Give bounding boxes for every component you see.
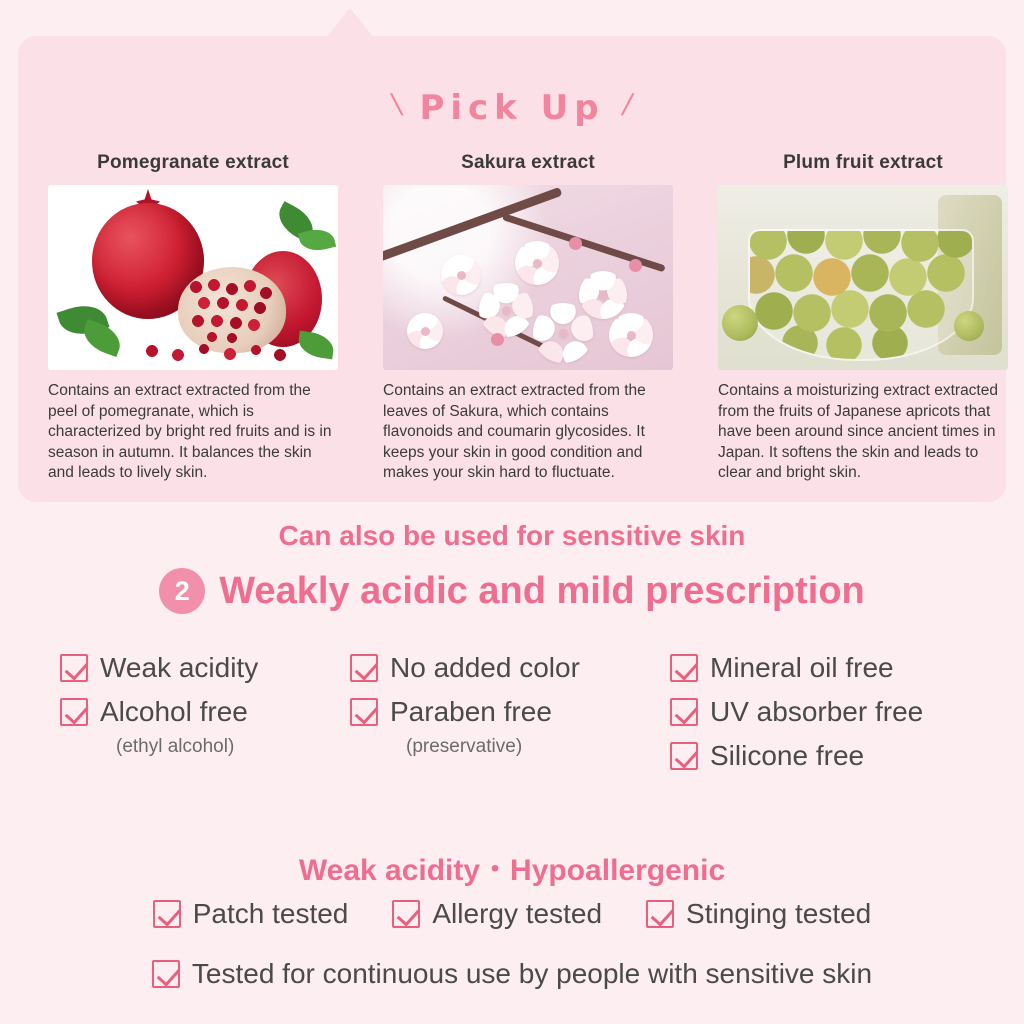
loose-plum xyxy=(722,305,758,341)
card-title: Plum fruit extract xyxy=(783,152,943,173)
blossom-icon xyxy=(479,283,533,337)
leaf-icon xyxy=(79,319,125,357)
blossom-icon xyxy=(609,313,653,357)
check-label: Stinging tested xyxy=(686,898,872,929)
check-label: Patch tested xyxy=(192,898,349,929)
checklist-column xyxy=(670,652,990,784)
ingredient-card xyxy=(718,152,1008,484)
check-icon xyxy=(350,654,378,682)
pomegranate-seeds xyxy=(186,277,278,347)
card-title: Sakura extract xyxy=(461,152,595,173)
sakura-photo xyxy=(383,185,673,370)
ingredient-card xyxy=(383,152,673,484)
tested-list xyxy=(0,898,1024,930)
section-headline-row xyxy=(0,568,1024,614)
list-item xyxy=(670,696,990,728)
card-title: Pomegranate extract xyxy=(97,152,289,173)
glass-bowl xyxy=(748,229,974,361)
weak-acidity-headline: Weak acidity・Hypoallergenic xyxy=(298,854,726,887)
check-label: Silicone free xyxy=(710,740,865,771)
check-label: Allergy tested xyxy=(432,898,603,929)
check-icon xyxy=(350,698,378,726)
check-icon xyxy=(670,654,698,682)
list-item xyxy=(670,652,990,684)
check-icon xyxy=(152,960,180,988)
plum-photo xyxy=(718,185,1008,370)
tested-list-secondary xyxy=(0,958,1024,990)
pickup-panel xyxy=(18,36,1006,502)
card-description: Contains an extract extracted from the peel of pomegranate, which is characterized by bright red fruits and is in season in autumn. It balances the skin and leads to lively skin. xyxy=(48,382,332,482)
list-item xyxy=(152,958,872,990)
check-icon xyxy=(670,698,698,726)
blossom-icon xyxy=(579,271,627,319)
check-icon xyxy=(60,654,88,682)
check-icon xyxy=(60,698,88,726)
list-item xyxy=(60,696,350,728)
section-number-badge: 2 xyxy=(159,568,205,614)
sensitive-skin-kicker: Can also be used for sensitive skin xyxy=(278,520,746,551)
feature-checklist xyxy=(60,652,990,784)
plum-pile xyxy=(748,229,974,361)
blossom-icon xyxy=(533,303,593,363)
list-item xyxy=(670,740,990,772)
blossom-icon xyxy=(407,313,443,349)
check-note: (preservative) xyxy=(406,736,523,757)
check-label: No added color xyxy=(390,652,580,683)
bud-icon xyxy=(629,259,642,272)
check-icon xyxy=(153,900,181,928)
checklist-column xyxy=(350,652,670,784)
check-icon xyxy=(670,742,698,770)
ingredient-card-list xyxy=(48,152,1008,484)
right-slash-decoration: / xyxy=(619,89,636,122)
pickup-title: Pick Up xyxy=(419,88,605,128)
pomegranate-photo xyxy=(48,185,338,370)
section-headline: Weakly acidic and mild prescription xyxy=(219,569,865,612)
panel-arrow xyxy=(326,8,374,38)
check-icon xyxy=(646,900,674,928)
card-description: Contains a moisturizing extract extracted from the fruits of Japanese apricots that have been around since ancient times in Japan. It softens the skin and leads to clear and bright skin. xyxy=(718,382,998,482)
ingredient-card xyxy=(48,152,338,484)
checklist-column xyxy=(60,652,350,784)
check-label: Tested for continuous use by people with sensitive skin xyxy=(191,958,873,989)
list-item xyxy=(350,696,670,728)
list-item xyxy=(153,898,349,930)
pickup-header xyxy=(18,88,1006,128)
card-description: Contains an extract extracted from the leaves of Sakura, which contains flavonoids and coumarin glycosides. It keeps your skin in good condition and makes your skin hard to fluctuate. xyxy=(383,382,646,482)
leaf-icon xyxy=(297,331,336,360)
list-item xyxy=(350,652,670,684)
check-icon xyxy=(392,900,420,928)
list-item xyxy=(60,652,350,684)
loose-seeds xyxy=(144,341,294,363)
bud-icon xyxy=(569,237,582,250)
bud-icon xyxy=(491,333,504,346)
left-slash-decoration: \ xyxy=(388,89,405,122)
list-item xyxy=(646,898,871,930)
check-note: (ethyl alcohol) xyxy=(116,736,235,757)
check-label: Paraben free xyxy=(390,696,552,727)
blossom-icon xyxy=(441,255,481,295)
check-label: Weak acidity xyxy=(100,652,259,683)
check-label: Mineral oil free xyxy=(710,652,894,683)
loose-plum xyxy=(954,311,984,341)
list-item xyxy=(392,898,602,930)
blossom-icon xyxy=(515,241,559,285)
check-label: UV absorber free xyxy=(710,696,924,727)
check-label: Alcohol free xyxy=(100,696,248,727)
